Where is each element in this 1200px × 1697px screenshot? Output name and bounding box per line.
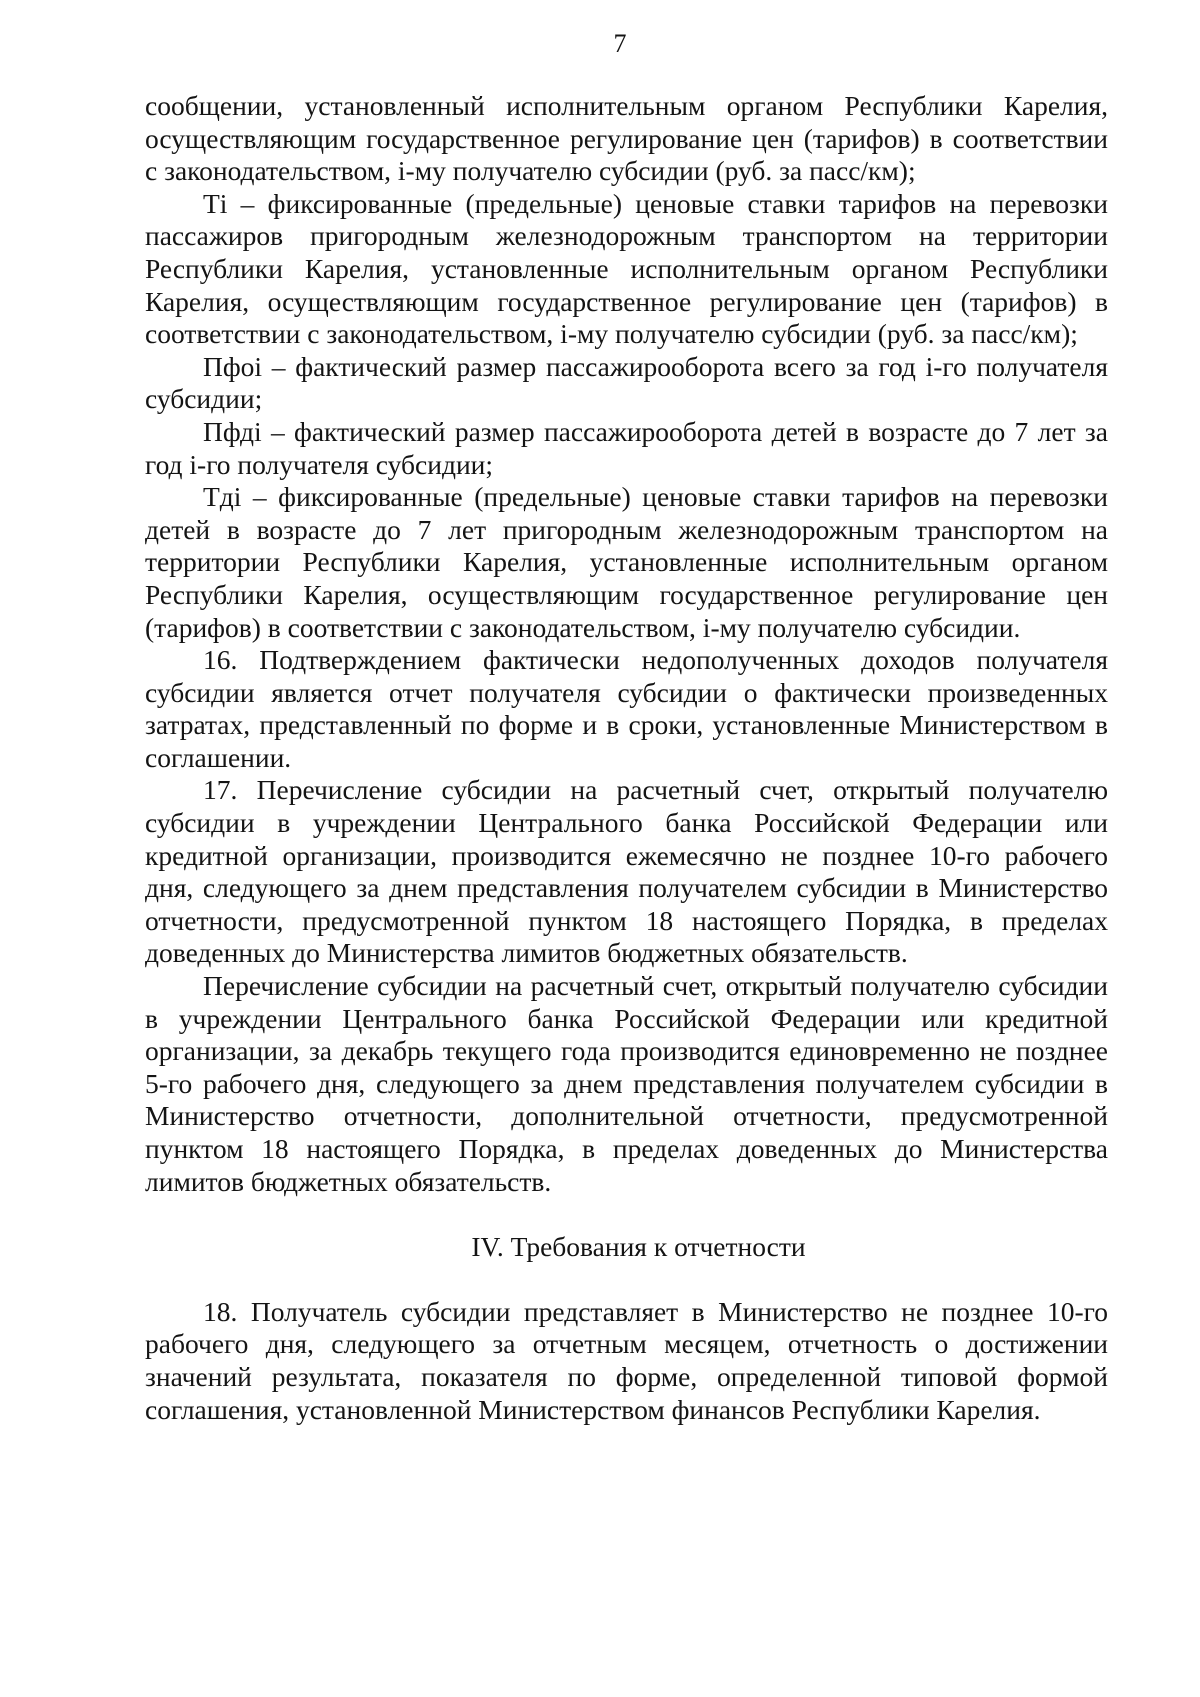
paragraph-pfoi-definition: Пфоi – фактический размер пассажирооборота всего за год i-го получателя субсидии;: [145, 350, 1108, 415]
section-heading: IV. Требования к отчетности: [471, 1231, 806, 1263]
paragraph-17-december: Перечисление субсидии на расчетный счет, открытый получателю субсидии в учреждении Центрального банка Российской Федерации или кредитной организации, за декабрь текущего года производится единовременно не позднее 5-го рабочего дня, следующего за днем представления получателем субсидии в Министерство отчетности, дополнительной отчетности, предусмотренной пунктом 18 настоящего Порядка, в пределах доведенных до Министерства лимитов бюджетных обязательств.: [145, 970, 1108, 1197]
paragraph-ti-definition: Тi – фиксированные (предельные) ценовые ставки тарифов на перевозки пассажиров пригородным железнодорожным транспортом на территории Республики Карелия, установленные исполнительным органом Республики Карелия, осуществляющим государственное регулирование цен (тарифов) в соответствии с законодательством, i-му получателю субсидии (руб. за пасс/км);: [145, 187, 1108, 350]
paragraph-17: 17. Перечисление субсидии на расчетный счет, открытый получателю субсидии в учреждении Центрального банка Российской Федерации или кредитной организации, производится ежемесячно не позднее 10-го рабочего дня, следующего за днем представления получателем субсидии в Министерство отчетности, предусмотренной пунктом 18 настоящего Порядка, в пределах доведенных до Министерства лимитов бюджетных обязательств.: [145, 774, 1108, 969]
document-body: [145, 90, 1108, 1426]
paragraph-tdi-definition: Тдi – фиксированные (предельные) ценовые ставки тарифов на перевозки детей в возрасте до 7 лет пригородным железнодорожным транспортом на территории Республики Карелия, установленные исполнительным органом Республики Карелия, осуществляющим государственное регулирование цен (тарифов) в соответствии с законодательством, i-му получателю субсидии.: [145, 481, 1108, 643]
paragraph-18: 18. Получатель субсидии представляет в Министерство не позднее 10-го рабочего дня, следующего за отчетным месяцем, отчетность о достижении значений результата, показателя по форме, определенной типовой формой соглашения, установленной Министерством финансов Республики Карелия.: [145, 1295, 1108, 1425]
paragraph-pfdi-definition: Пфдi – фактический размер пассажирооборота детей в возрасте до 7 лет за год i-го получателя субсидии;: [145, 415, 1108, 480]
paragraph-16: 16. Подтверждением фактически недополученных доходов получателя субсидии является отчет получателя субсидии о фактически произведенных затратах, представленный по форме и в сроки, установленные Министерством в соглашении.: [145, 644, 1108, 773]
paragraph-continuation: сообщении, установленный исполнительным органом Республики Карелия, осуществляющим государственное регулирование цен (тарифов) в соответствии с законодательством, i-му получателю субсидии (руб. за пасс/км);: [145, 90, 1108, 187]
page-number: 7: [613, 29, 627, 58]
